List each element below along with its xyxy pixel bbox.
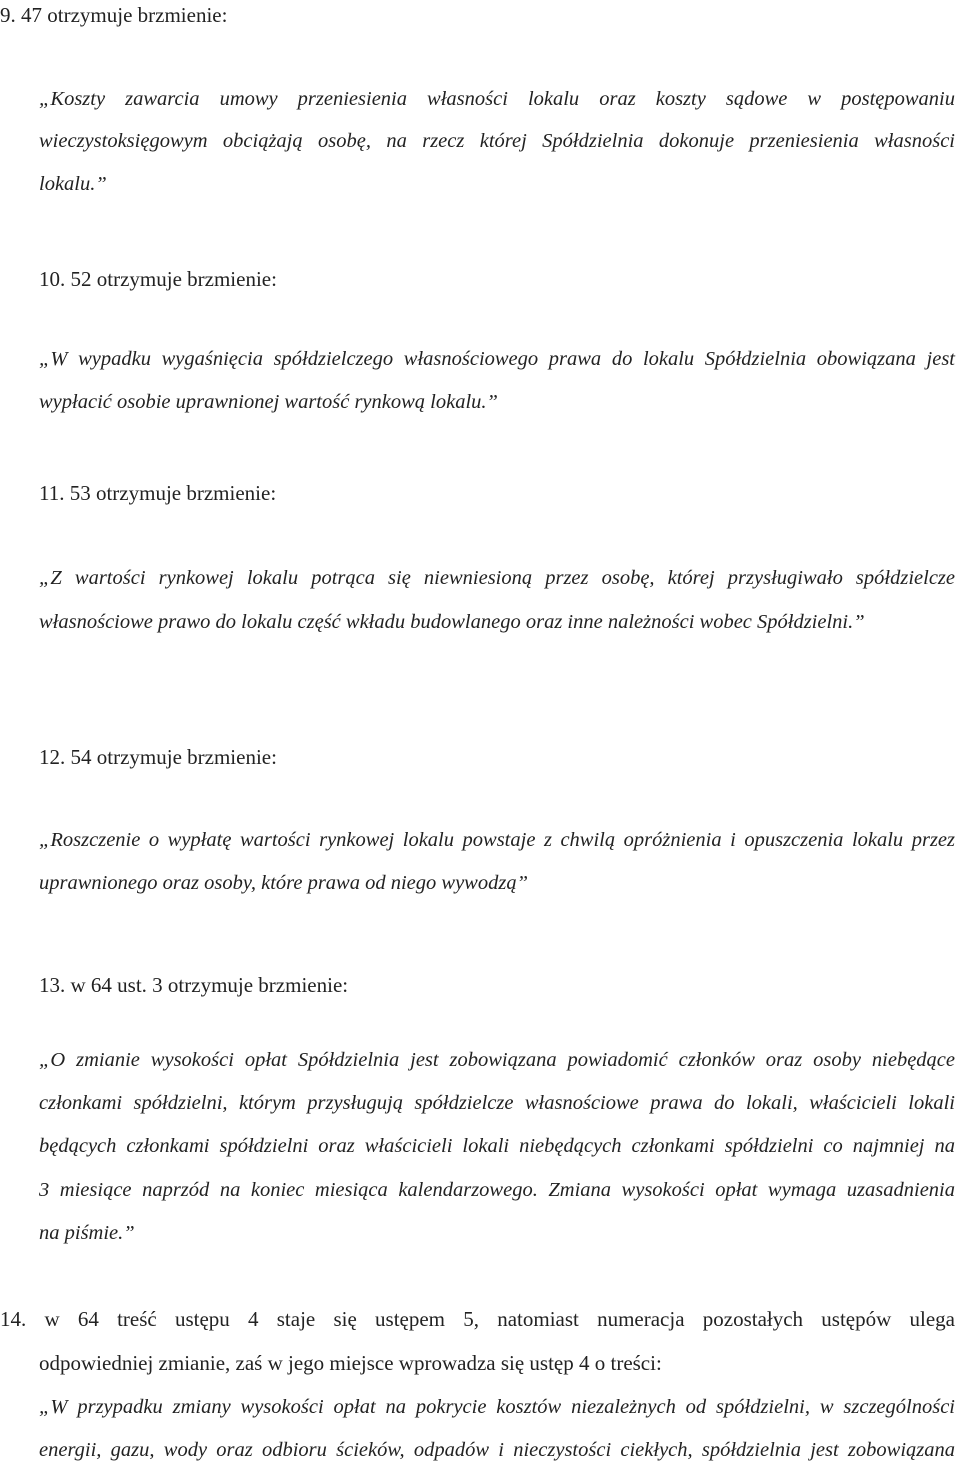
section-9-heading: 9. 47 otrzymuje brzmienie: xyxy=(0,3,228,27)
section-14-heading-line-1: 14. w 64 treść ustępu 4 staje się ustępem 5, natomiast numeracja pozostałych ustępów ulega xyxy=(0,1307,955,1331)
section-9-quote-line-2: wieczystoksięgowym obciążają osobę, na rzecz której Spółdzielnia dokonuje przeniesienia własności xyxy=(39,130,955,152)
section-13-quote-line-5: na piśmie.” xyxy=(39,1222,135,1244)
section-13-quote-line-1: „O zmianie wysokości opłat Spółdzielnia jest zobowiązana powiadomić członków oraz osoby niebędące xyxy=(39,1049,955,1071)
section-10-quote-line-1: „W wypadku wygaśnięcia spółdzielczego własnościowego prawa do lokalu Spółdzielnia obowiązana jest xyxy=(39,348,955,370)
section-10-quote-line-2: wypłacić osobie uprawnionej wartość rynkową lokalu.” xyxy=(39,391,498,413)
section-14-quote-line-2: energii, gazu, wody oraz odbioru ścieków, odpadów i nieczystości ciekłych, spółdzielnia jest zobowiązana xyxy=(39,1439,955,1461)
section-11-quote-line-1: „Z wartości rynkowej lokalu potrąca się niewniesioną przez osobę, której przysługiwało spółdzielcze xyxy=(39,567,955,589)
section-14-quote-line-1: „W przypadku zmiany wysokości opłat na pokrycie kosztów niezależnych od spółdzielni, w szczególności xyxy=(39,1396,955,1418)
section-14-heading-line-2: odpowiedniej zmianie, zaś w jego miejsce wprowadza się ustęp 4 o treści: xyxy=(39,1351,662,1375)
section-13-quote-line-4: 3 miesiące naprzód na koniec miesiąca kalendarzowego. Zmiana wysokości opłat wymaga uzasadnienia xyxy=(39,1179,955,1201)
section-11-quote-line-2: własnościowe prawo do lokalu część wkładu budowlanego oraz inne należności wobec Spółdzielni.” xyxy=(39,611,865,633)
section-12-quote-line-2: uprawnionego oraz osoby, które prawa od niego wywodzą” xyxy=(39,872,528,894)
section-10-heading: 10. 52 otrzymuje brzmienie: xyxy=(39,267,277,291)
section-13-quote-line-2: członkami spółdzielni, którym przysługują spółdzielcze własnościowe prawa do lokali, właścicieli lokali xyxy=(39,1092,955,1114)
section-13-quote-line-3: będących członkami spółdzielni oraz właścicieli lokali niebędących członkami spółdzielni co najmniej na xyxy=(39,1135,955,1157)
section-9-quote-line-1: „Koszty zawarcia umowy przeniesienia własności lokalu oraz koszty sądowe w postępowaniu xyxy=(39,88,955,110)
section-12-quote-line-1: „Roszczenie o wypłatę wartości rynkowej lokalu powstaje z chwilą opróżnienia i opuszczenia lokalu przez xyxy=(39,829,955,851)
section-11-heading: 11. 53 otrzymuje brzmienie: xyxy=(39,481,277,505)
section-13-heading: 13. w 64 ust. 3 otrzymuje brzmienie: xyxy=(39,973,349,997)
section-9-quote-line-3: lokalu.” xyxy=(39,173,107,195)
section-12-heading: 12. 54 otrzymuje brzmienie: xyxy=(39,745,277,769)
